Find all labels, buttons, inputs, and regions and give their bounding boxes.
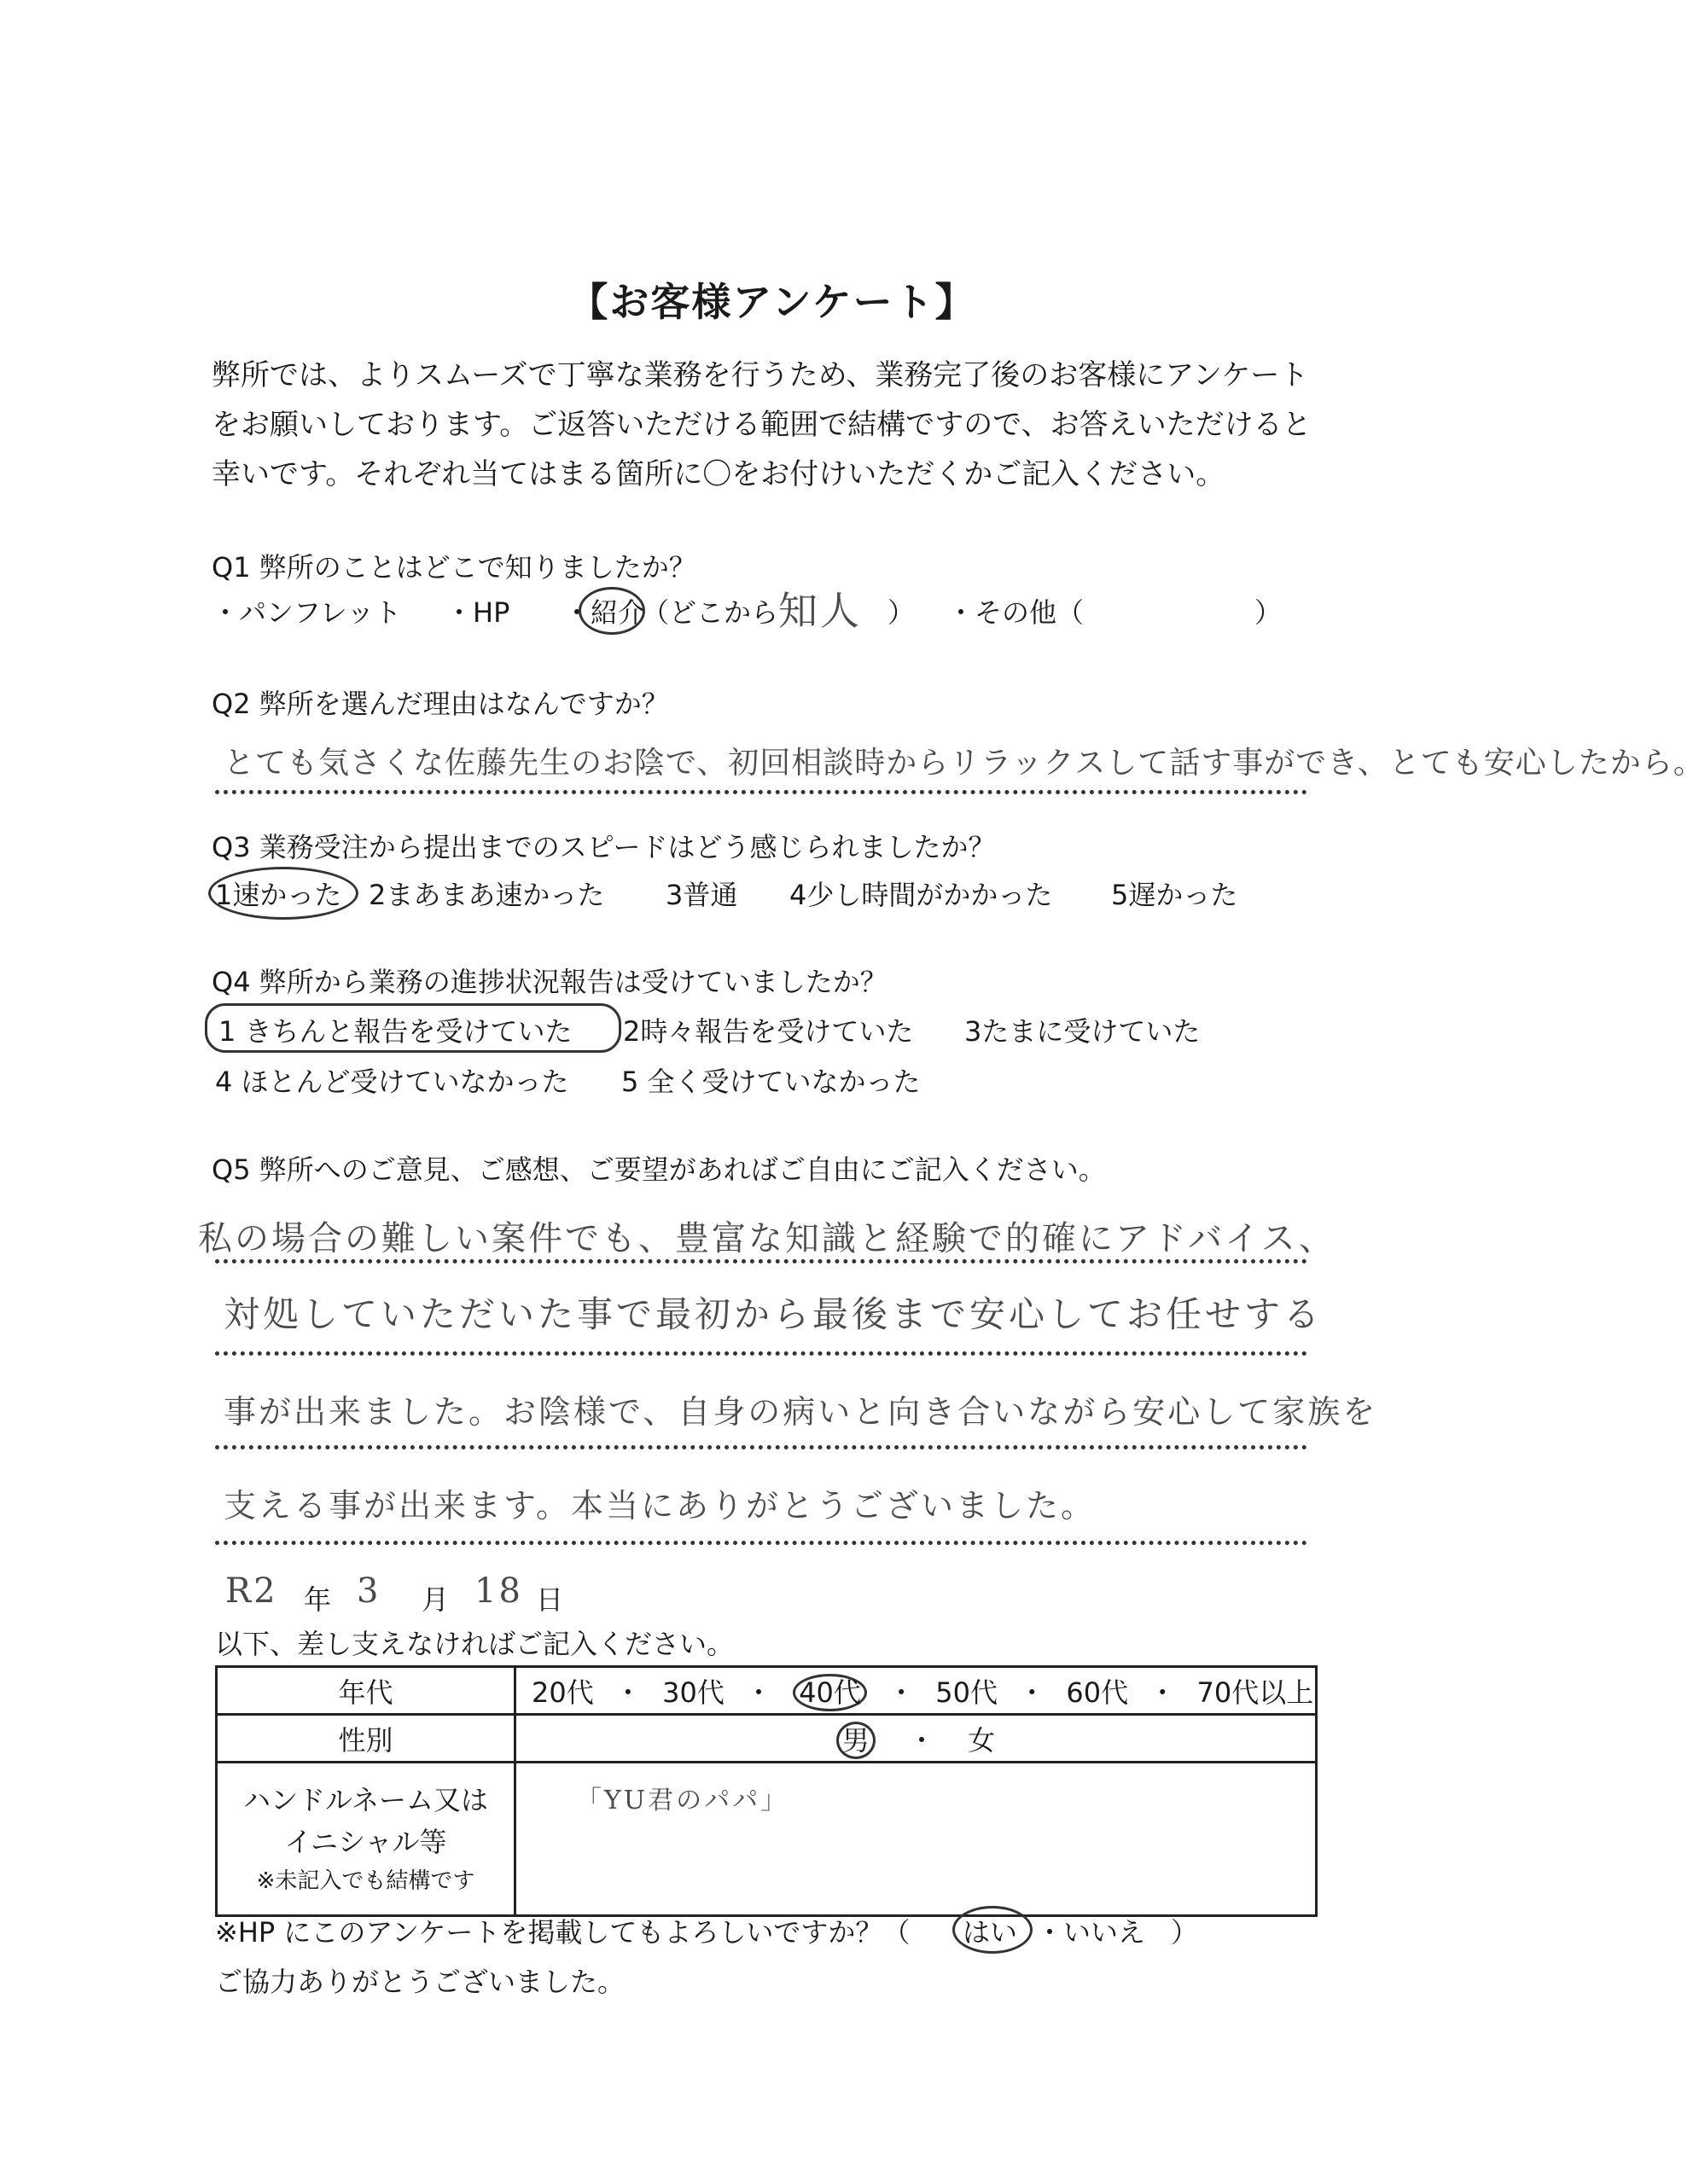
age-label: 年代 <box>217 1667 515 1715</box>
handle-row <box>217 1763 1317 1916</box>
q1-option-referral: ・紹介 <box>563 596 646 629</box>
q1-handwritten-source: 知人 <box>778 588 862 634</box>
q3-option-5: 5遅かった <box>1111 879 1238 911</box>
q5-line-1 <box>215 1259 1307 1263</box>
q3-option-3: 3普通 <box>666 879 738 911</box>
age-20: 20代 <box>532 1676 594 1709</box>
q3-option-4: 4少し時間がかかった <box>789 879 1053 911</box>
q1-option-pamphlet: ・パンフレット <box>212 596 402 629</box>
q5-question: Q5 弊所へのご意見、ご感想、ご要望があればご自由にご記入ください。 <box>212 1153 1106 1186</box>
q4-question: Q4 弊所から業務の進捗状況報告は受けていましたか？ <box>212 966 887 998</box>
intro-line-3: 幸いです。それぞれ当てはまる箇所に〇をお付けいただくかご記入ください。 <box>212 457 1225 491</box>
handle-label-line-2: イニシャル等 <box>284 1826 447 1859</box>
publish-question: ※HP にこのアンケートを掲載してもよろしいですか？（ <box>215 1916 911 1949</box>
age-sep: ・ <box>614 1676 642 1709</box>
publish-close: ） <box>1171 1916 1199 1949</box>
handle-value: 「YU君のパパ」 <box>576 1786 789 1815</box>
gender-sep: ・ <box>907 1723 935 1757</box>
q3-option-1: 1速かった <box>215 879 342 911</box>
age-40: 40代 <box>793 1674 867 1711</box>
q5-answer-line-1: 私の場合の難しい案件でも、豊富な知識と経験で的確にアドバイス、 <box>198 1219 1335 1258</box>
q5-line-4 <box>215 1541 1307 1545</box>
q2-answer-line <box>215 790 1307 794</box>
q1-other-close: ） <box>1254 596 1283 629</box>
q1-question: Q1 弊所のことはどこで知りましたか？ <box>212 551 696 584</box>
handle-value-cell <box>515 1763 1317 1916</box>
q4-option-2: 2時々報告を受けていた <box>623 1015 914 1048</box>
age-60: 60代 <box>1066 1676 1129 1709</box>
q4-option-3: 3たまに受けていた <box>964 1015 1201 1048</box>
date-month: 3 <box>357 1571 381 1611</box>
q1-where-from-close: ） <box>887 596 916 629</box>
q5-line-2 <box>215 1351 1307 1356</box>
q5-line-3 <box>215 1445 1307 1449</box>
age-sep: ・ <box>1149 1676 1177 1709</box>
q4-option-4: 4 ほとんど受けていなかった <box>215 1066 569 1098</box>
age-row <box>217 1667 1317 1715</box>
q5-answer-line-3: 事が出来ました。お陰様で、自身の病いと向き合いながら安心して家族を <box>224 1393 1378 1431</box>
date-day: 18 <box>474 1571 523 1611</box>
q2-question: Q2 弊所を選んだ理由はなんですか？ <box>212 688 669 720</box>
age-30: 30代 <box>662 1676 724 1709</box>
date-year-label: 年 <box>304 1583 332 1616</box>
age-70-plus: 70代以上 <box>1196 1676 1314 1709</box>
q4-option-1-circle-mark <box>205 1003 621 1053</box>
publish-no: ・いいえ <box>1036 1916 1146 1949</box>
age-sep: ・ <box>887 1676 916 1709</box>
date-era: R2 <box>225 1571 278 1611</box>
age-sep: ・ <box>1018 1676 1046 1709</box>
thanks-text: ご協力ありがとうございました。 <box>215 1966 626 1998</box>
q1-referral-circle-mark <box>579 587 645 635</box>
q4-option-5: 5 全く受けていなかった <box>621 1066 921 1098</box>
gender-male: 男 <box>836 1722 876 1759</box>
q2-handwritten-answer: とても気さくな佐藤先生のお陰で、初回相談時からリラックスして話す事ができ、とても安心したから。 <box>224 746 1705 781</box>
q5-answer-line-2: 対処していただいた事で最初から最後まで安心してお任せする <box>224 1293 1324 1335</box>
publish-yes-circle-mark <box>952 1906 1033 1954</box>
gender-female: 女 <box>968 1723 996 1757</box>
q1-where-from-label: （どこから <box>642 596 779 629</box>
handle-note: ※未記入でも結構です <box>256 1867 475 1894</box>
gender-options <box>515 1715 1317 1763</box>
gender-label: 性別 <box>217 1715 515 1763</box>
handle-label <box>217 1763 515 1916</box>
intro-line-2: をお願いしております。ご返答いただける範囲で結構ですので、お答えいただけると <box>212 408 1312 442</box>
age-sep: ・ <box>745 1676 773 1709</box>
table-note: 以下、差し支えなければご記入ください。 <box>215 1628 735 1660</box>
age-50: 50代 <box>935 1676 998 1709</box>
q3-option-1-circle-mark <box>208 867 358 920</box>
q3-option-2: 2まあまあ速かった <box>369 879 605 911</box>
date-day-label: 日 <box>536 1583 564 1616</box>
date-month-label: 月 <box>422 1583 450 1616</box>
publish-yes: はい <box>963 1916 1018 1949</box>
q3-question: Q3 業務受注から提出までのスピードはどう感じられましたか？ <box>212 831 996 863</box>
page-title: 【お客様アンケート】 <box>568 279 976 325</box>
gender-row <box>217 1715 1317 1763</box>
intro-line-1: 弊所では、よりスムーズで丁寧な業務を行うため、業務完了後のお客様にアンケート <box>212 358 1309 392</box>
handle-label-line-1: ハンドルネーム又は <box>242 1783 489 1816</box>
info-table <box>215 1665 1318 1917</box>
q1-option-other: ・その他（ <box>947 596 1085 629</box>
q1-option-hp: ・HP <box>445 596 510 629</box>
age-options <box>515 1667 1317 1715</box>
q5-answer-line-4: 支える事が出来ます。本当にありがとうございました。 <box>224 1487 1096 1525</box>
q4-option-1: 1 きちんと報告を受けていた <box>218 1015 573 1048</box>
